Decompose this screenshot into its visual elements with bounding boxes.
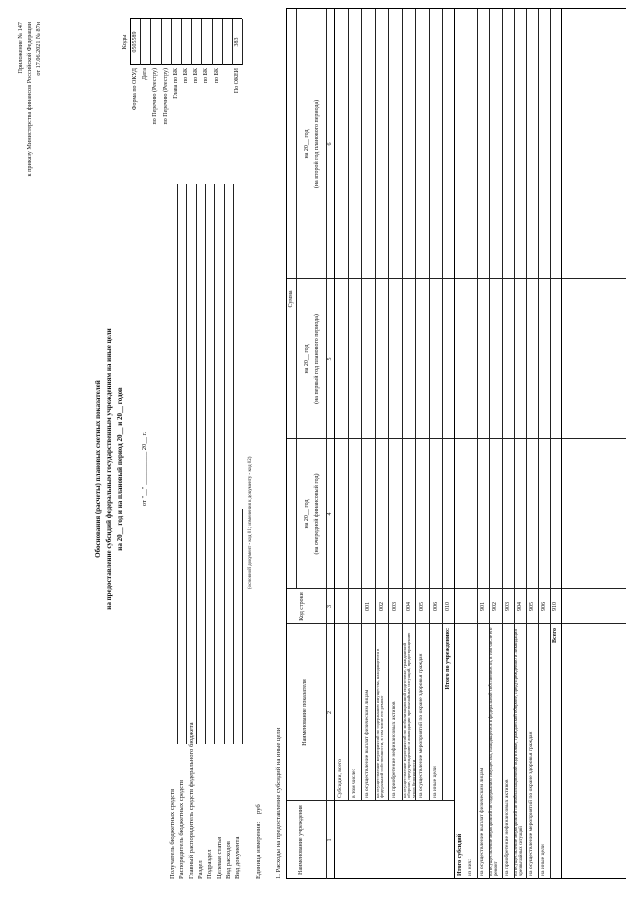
codes-row-value: 383 xyxy=(234,37,240,47)
codes-row-label: по Перечню (Реестру) xyxy=(152,68,159,125)
col-number: 2 xyxy=(327,711,333,714)
grand-total-label: Всего xyxy=(552,628,559,643)
col-number: 5 xyxy=(327,357,333,361)
form-field-line xyxy=(224,184,225,744)
codes-row-line xyxy=(171,19,172,65)
form-field-line xyxy=(205,184,206,744)
totals-row-line xyxy=(538,9,539,879)
doc-title-line1: Обоснования (расчеты) плановых сметных показателей xyxy=(94,380,102,558)
table-col-line xyxy=(286,8,626,9)
totals-row-line xyxy=(477,9,478,879)
codes-row-line xyxy=(140,19,141,65)
appendix-date: от 17.06.2021 № 87н xyxy=(35,22,42,76)
subtotal-code: 010 xyxy=(445,602,451,611)
table-row-code: 002 xyxy=(378,602,385,611)
table-col-line xyxy=(286,278,626,279)
table-col-line xyxy=(286,438,626,439)
table-row-name: на осуществление мероприятий по охране здоровья граждан xyxy=(418,653,424,798)
col-number: 1 xyxy=(327,838,333,842)
codes-row-line xyxy=(222,19,223,65)
header-org: Наименование учреждения xyxy=(298,805,304,875)
table-row-line xyxy=(429,9,430,801)
form-field-label: Получатель бюджетных средств xyxy=(169,788,176,879)
table-col-line xyxy=(286,588,626,589)
header-code: Код строки xyxy=(299,592,305,621)
codes-row-label: Форма по ОКУД xyxy=(132,68,138,111)
codes-row-line xyxy=(242,19,243,65)
codes-row-label: Глава по БК xyxy=(172,68,179,99)
header-y1: на 20__ год xyxy=(304,499,310,529)
col-number: 4 xyxy=(327,512,333,516)
codes-row-label: по БК xyxy=(193,68,200,84)
table-row-code: 006 xyxy=(432,602,439,611)
table-row-name: на приобретение нефинансовых активов xyxy=(391,701,397,798)
doc-title-line2: на предоставление субсидий федеральным государственным учреждениям на иные цели xyxy=(105,328,113,610)
table-row-name: Субсидии, всего xyxy=(337,759,343,798)
table-row-line xyxy=(361,9,362,801)
table-row-line xyxy=(442,9,443,801)
grand-total-code: 910 xyxy=(552,602,559,611)
codes-row-line xyxy=(191,19,192,65)
totals-row-name: на приобретение нефинансовых активов xyxy=(503,779,510,876)
header-y3: на 20__ год xyxy=(304,129,310,159)
header-y2: на 20__ год xyxy=(304,344,310,374)
header-sum: Сумма xyxy=(288,290,294,308)
form-field-label: Вид расходов xyxy=(224,841,232,879)
table-row-name: в том числе: xyxy=(350,768,357,798)
form-field-line xyxy=(196,184,197,744)
totals-row-name: на осуществление мероприятий по охране здоровья граждан xyxy=(528,731,534,876)
totals-row-code: 906 xyxy=(541,602,548,611)
table-row-code: 003 xyxy=(392,602,398,611)
appendix-number: Приложение № 147 xyxy=(17,22,24,74)
table-row-line xyxy=(388,9,389,801)
table-row-code: 004 xyxy=(405,602,412,611)
totals-row-line xyxy=(550,9,551,879)
form-field-label: Раздел xyxy=(196,860,204,879)
totals-row-code: 903 xyxy=(504,602,511,611)
appendix-order: к приказу Министерства финансов Российской Федерации xyxy=(26,22,33,177)
codes-top-border xyxy=(130,19,131,65)
table-bottom-border xyxy=(561,9,562,879)
header-y1-sub: (на очередной финансовый год) xyxy=(314,473,320,555)
totals-row-code: 905 xyxy=(529,602,535,611)
doc-type-hint: (основной документ - код 01; изменения к документу - код 02) xyxy=(248,456,253,589)
table-row-name: на осуществление мероприятий по мобилизационной подготовке, гражданской обороне, предупреждению и ликвидации чрезвычайных ситуаций, предотвращению угроз безопасности xyxy=(401,632,417,798)
totals-row-name: на осуществление выплат физическим лицам xyxy=(479,767,486,876)
codes-row-line xyxy=(181,19,182,65)
codes-header: Коды xyxy=(121,34,128,50)
codes-left-border xyxy=(130,64,242,65)
table-row-code: 001 xyxy=(365,602,371,611)
codes-row-label: по БК xyxy=(183,68,189,84)
form-field-line xyxy=(214,184,215,744)
table-top-border xyxy=(286,9,287,879)
table-col-line xyxy=(286,878,626,879)
form-field-line xyxy=(242,509,243,744)
totals-title: Итого субсидий xyxy=(457,833,463,876)
totals-row-name: из них: xyxy=(467,859,473,876)
totals-row-name: на иные цели xyxy=(540,844,547,876)
form-field-label: Подраздел xyxy=(206,849,214,879)
table-row-line xyxy=(415,9,416,801)
section-title: 1. Расходы на предоставление субсидий на иные цели xyxy=(275,727,282,879)
codes-row-line xyxy=(201,19,202,65)
col-number: 6 xyxy=(327,142,333,146)
table-sum-line xyxy=(296,9,297,589)
codes-row-label: Дата xyxy=(142,68,149,80)
codes-row-label: по Перечню (Реестру) xyxy=(162,68,169,125)
codes-box xyxy=(121,19,242,139)
codes-row-line xyxy=(232,19,233,65)
form-field-label: Вид документа xyxy=(234,836,242,879)
form-field-line xyxy=(177,184,178,744)
codes-row-label: по БК xyxy=(213,68,220,84)
form-field-line xyxy=(233,184,234,744)
table-row-line xyxy=(348,9,349,801)
table-row-name: на осуществление выплат физическим лицам xyxy=(364,689,370,798)
header-y3-sub: (на второй год планового периода) xyxy=(314,99,320,189)
doc-date-line: от "__" __________ 20__ г. xyxy=(141,431,148,507)
units-value: руб xyxy=(255,804,262,814)
header-y2-sub: (на первый год планового периода) xyxy=(314,314,320,404)
form-field-label: Главный распорядитель средств федерального бюджета xyxy=(187,722,195,879)
form-field-line xyxy=(186,184,187,744)
totals-row-code: 904 xyxy=(516,602,523,611)
col-number: 3 xyxy=(327,605,333,608)
subtotal-line xyxy=(454,9,455,879)
doc-title-line3: на 20__ год и на плановый период 20__ и 20__ годов xyxy=(116,387,124,551)
form-field-label: Распорядитель бюджетных средств xyxy=(178,779,186,879)
codes-row-label: по БК xyxy=(203,68,210,84)
totals-row-line xyxy=(502,9,503,879)
codes-row-line xyxy=(161,19,162,65)
subsidy-table xyxy=(286,9,626,879)
table-row-name: на осуществление мероприятий по содержанию имущества, находящегося в федеральной собственности, в том числе его ремонт xyxy=(374,648,385,798)
codes-row-line xyxy=(150,19,151,65)
codes-right-border xyxy=(130,18,242,19)
codes-row-label: По ОКЕИ xyxy=(234,68,240,94)
form-field-label: Целевая статья xyxy=(215,836,223,879)
header-indicator: Наименование показателя xyxy=(302,679,308,746)
totals-row-name: на осуществление мероприятий по мобилизационной подготовке, гражданской обороне, предупреждению и ликвидации чрезвычайных ситуаций xyxy=(513,628,524,876)
table-row-name: на иные цели xyxy=(431,766,438,798)
table-row-code: 005 xyxy=(419,602,425,611)
totals-row-name: на осуществление мероприятий по содержанию имущества, находящегося в федеральной собственности, в том числе его ремонт xyxy=(489,627,500,876)
totals-row-line xyxy=(526,9,527,879)
codes-row-value: 0505589 xyxy=(132,31,138,53)
totals-row-code: 901 xyxy=(480,602,487,611)
totals-row-code: 902 xyxy=(492,602,499,611)
table-colnum-line xyxy=(334,9,335,879)
table-col-line xyxy=(286,623,626,624)
codes-row-line xyxy=(212,19,213,65)
units-label: Единица измерения: xyxy=(255,821,262,879)
subtotal-label: Итого по учреждению: xyxy=(445,628,451,690)
